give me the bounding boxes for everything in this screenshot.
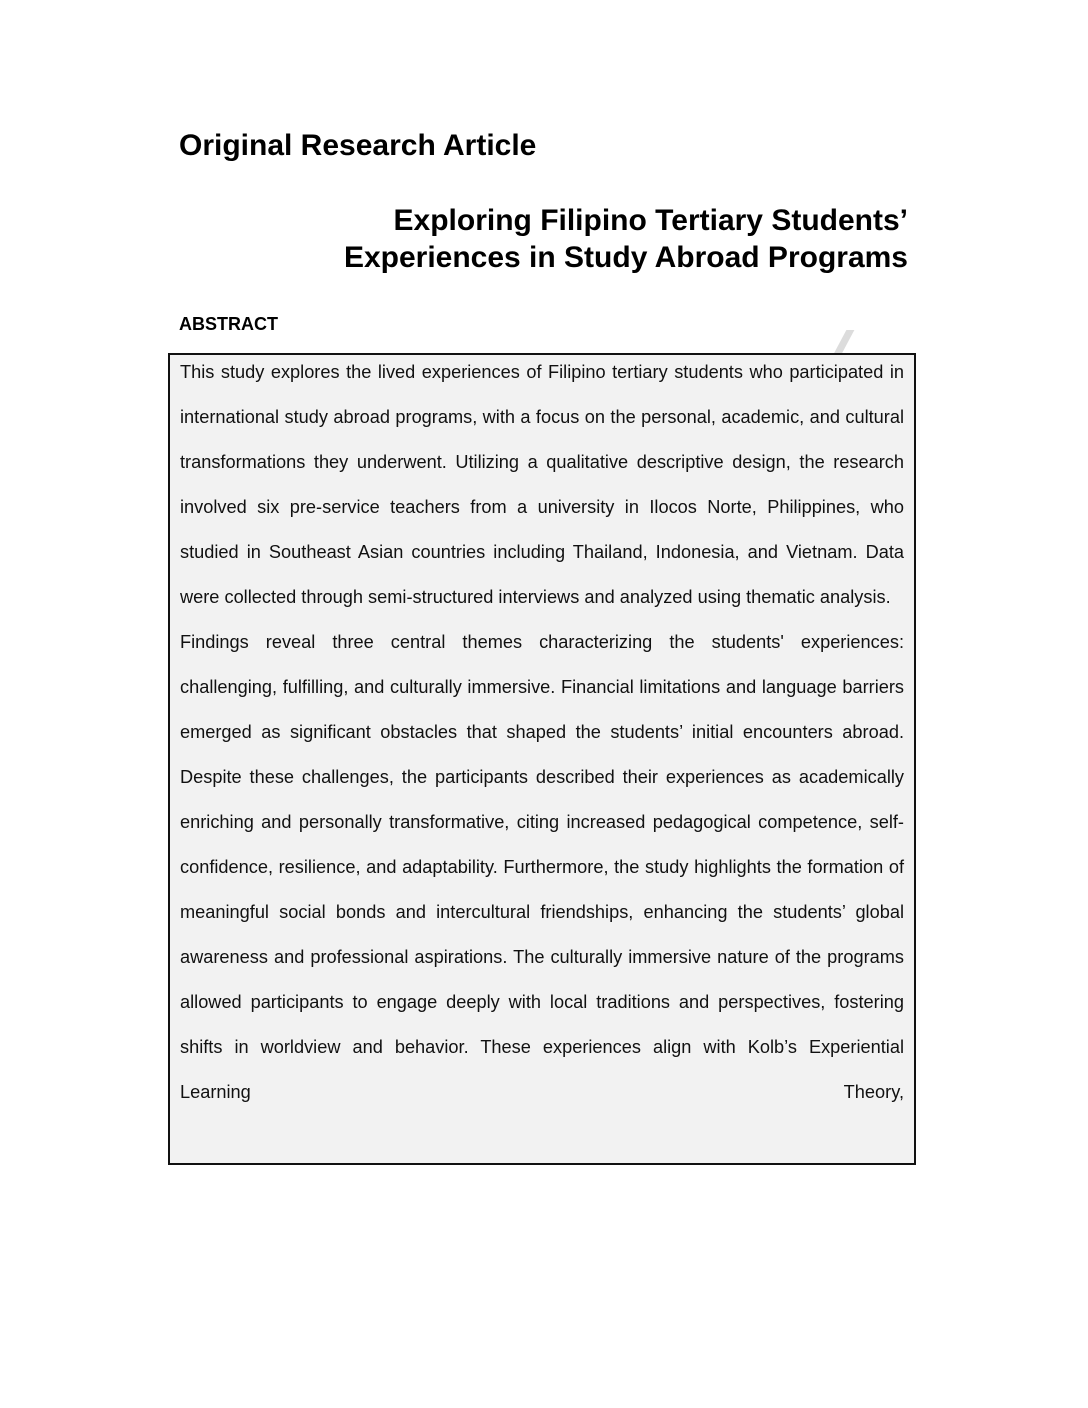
paper-title-line-1: Exploring Filipino Tertiary Students’ [393,204,908,237]
paper-title [180,202,908,276]
abstract-paragraph-1: This study explores the lived experiences of Filipino tertiary students who participated in international study abroad programs, with a focus on the personal, academic, and cultural transformations they underwent. Utilizing a qualitative descriptive design, the research involved six pre-service teachers from a university in Ilocos Norte, Philippines, who studied in Southeast Asian countries including Thailand, Indonesia, and Vietnam. Data were collected through semi-structured interviews and analyzed using thematic analysis. [180,362,904,607]
abstract-heading: ABSTRACT [179,314,278,334]
article-type-heading: Original Research Article [179,129,537,162]
abstract-box [168,353,916,1165]
paper-title-line-2: Experiences in Study Abroad Programs [343,241,908,274]
abstract-paragraph-2: Findings reveal three central themes characterizing the students' experiences: challenging, fulfilling, and culturally immersive. Financial limitations and language barriers emerged as significant obstacles that shaped the students’ initial encounters abroad. Despite these challenges, the participants described their experiences as academically enriching and personally transformative, citing increased pedagogical competence, self-confidence, resilience, and adaptability. Furthermore, the study highlights the formation of meaningful social bonds and intercultural friendships, enhancing the students’ global awareness and professional aspirations. The culturally immersive nature of the programs allowed participants to engage deeply with local traditions and perspectives, fostering shifts in worldview and behavior. These experiences align with Kolb’s Experiential Learning Theory, [180,632,904,1102]
